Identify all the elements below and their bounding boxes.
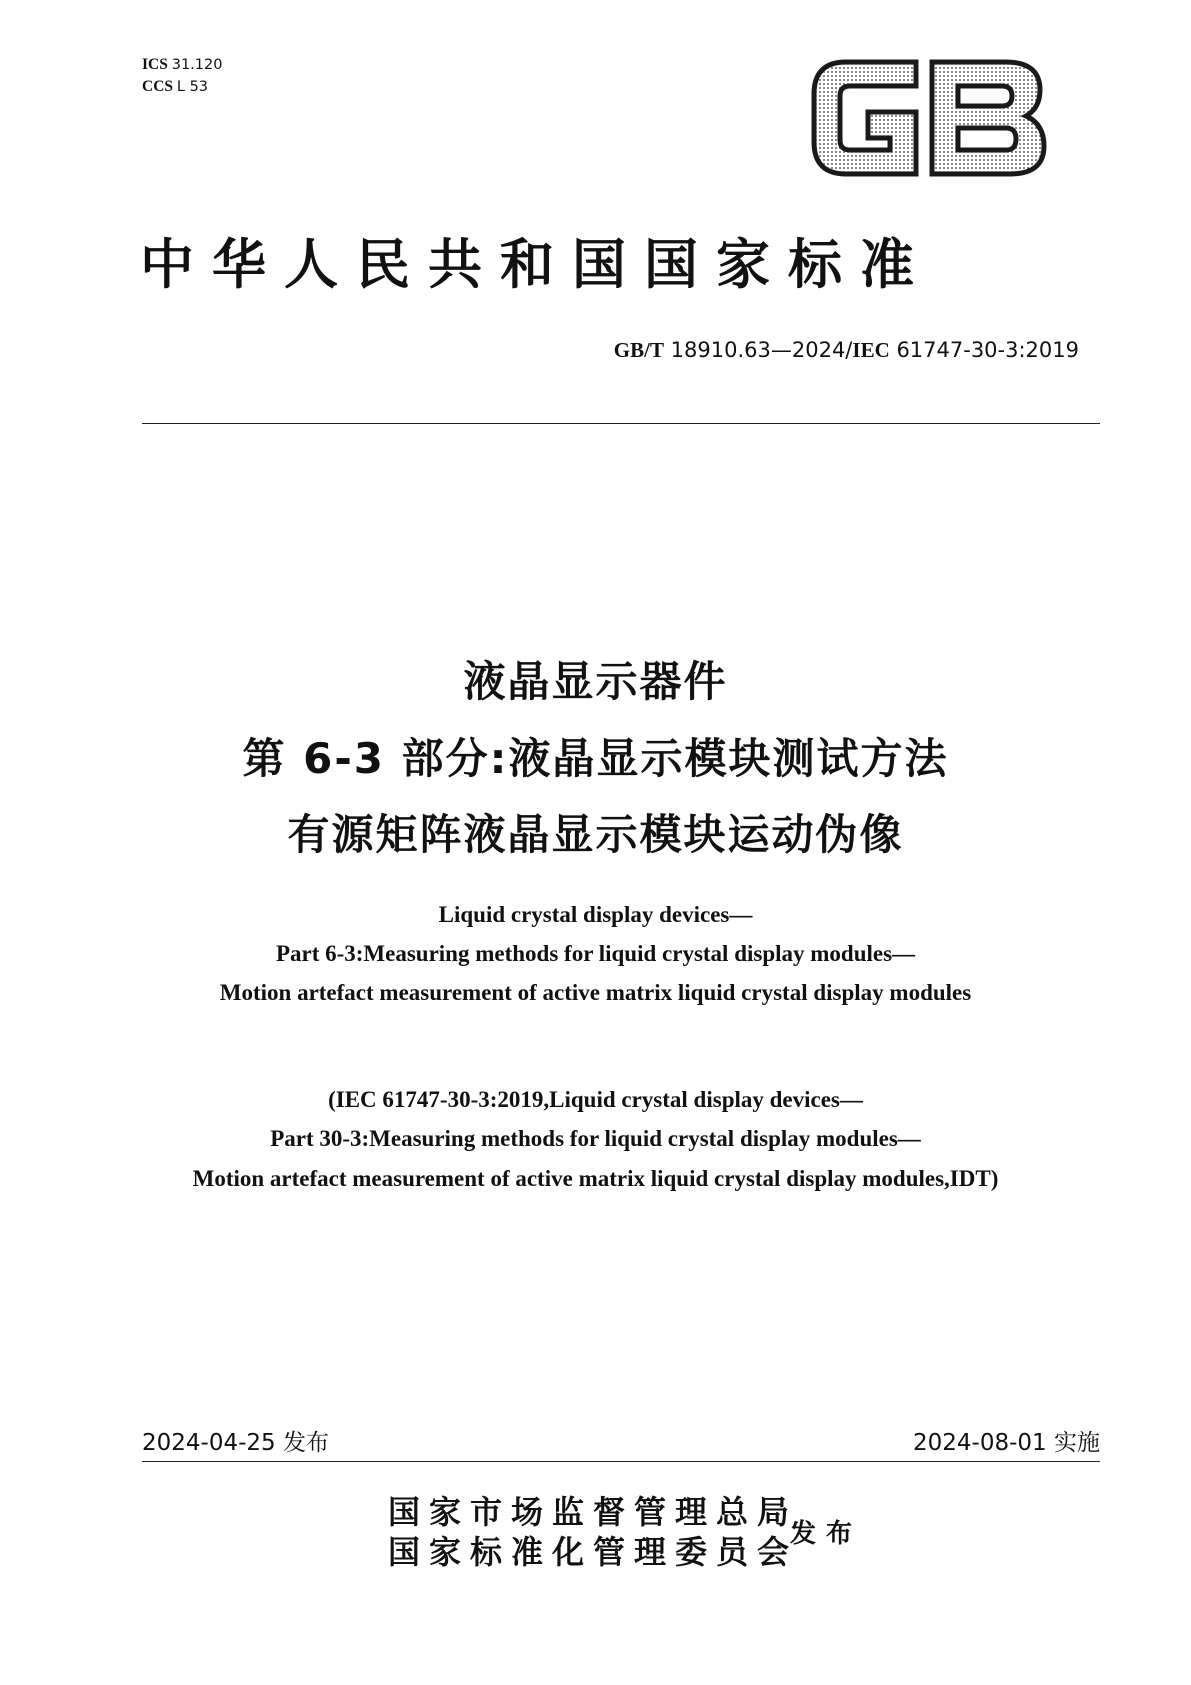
chinese-title-line-2: 第 6-3 部分:液晶显示模块测试方法 (242, 734, 949, 783)
ccs-value: L 53 (176, 79, 209, 95)
publish-label: 发布 (790, 1519, 863, 1548)
english-title-line-2: Part 6-3:Measuring methods for liquid crystal display modules— (275, 941, 916, 966)
top-divider (142, 423, 1100, 424)
logo-text: GB (806, 54, 808, 55)
idt-reference-line-1: (IEC 61747-30-3:2019,Liquid crystal display devices— (328, 1087, 863, 1112)
chinese-title-line-1: 液晶显示器件 (463, 657, 728, 706)
issuer-samr: 国家市场监督管理总局 (388, 1494, 799, 1530)
iec-prefix: IEC (852, 338, 890, 362)
english-title-line-3: Motion artefact measurement of active matrix liquid crystal display modules (219, 980, 972, 1005)
std-prefix: GB/T (613, 338, 664, 362)
national-standard-title: 中华人民共和国国家标准 (140, 235, 932, 295)
logo-letter-g (814, 62, 916, 174)
standard-number (614, 338, 1079, 363)
english-title-line-1: Liquid crystal display devices— (438, 902, 753, 927)
ics-value: 31.120 (171, 57, 223, 73)
issuer-sac: 国家标准化管理委员会 (388, 1534, 799, 1570)
iec-number-value: 61747-30-3:2019 (896, 338, 1079, 362)
chinese-title-line-3: 有源矩阵液晶显示模块运动伪像 (287, 810, 904, 859)
bottom-divider (142, 1461, 1100, 1462)
implementation-date: 2024-08-01 实施 (913, 1430, 1100, 1456)
idt-reference-line-2: Part 30-3:Measuring methods for liquid crystal display modules— (270, 1126, 921, 1151)
issuing-authorities (388, 1492, 798, 1572)
ccs-code (142, 76, 222, 98)
ccs-label: CCS (142, 78, 174, 95)
ics-label: ICS (142, 56, 168, 73)
std-number-value: 18910.63—2024/ (670, 338, 853, 362)
classification-codes (142, 54, 222, 98)
ics-code (142, 54, 222, 76)
idt-reference-line-3: Motion artefact measurement of active matrix liquid crystal display modules,IDT) (192, 1166, 999, 1191)
gb-logo (806, 54, 1050, 182)
logo-letter-b (932, 62, 1044, 174)
issue-date: 2024-04-25 发布 (142, 1430, 329, 1456)
